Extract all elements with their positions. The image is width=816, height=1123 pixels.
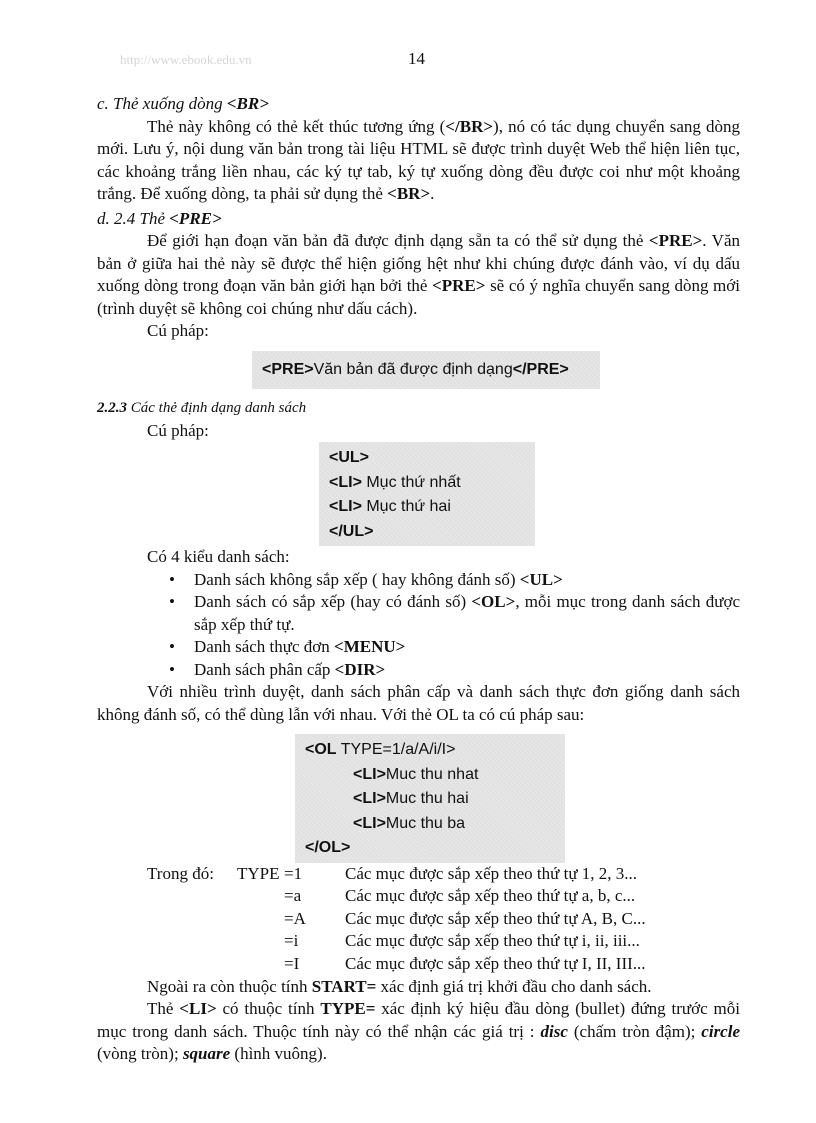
code-line: <LI> Mục thứ nhất xyxy=(329,473,461,491)
section-c-heading: c. Thẻ xuống dòng <BR> xyxy=(97,94,269,113)
list-item: • Danh sách có sắp xếp (hay có đánh số) <OL>, mỗi mục trong danh sách được sắp xếp thứ tự. xyxy=(194,591,740,636)
list-item: • Danh sách thực đơn <MENU> xyxy=(194,636,740,659)
code-line: <LI> Mục thứ hai xyxy=(329,498,451,515)
pre-tag: <PRE> xyxy=(169,208,222,228)
type-values-table xyxy=(97,863,740,976)
list-item: • Danh sách không sắp xếp ( hay không đánh số) <UL> xyxy=(194,569,740,592)
table-row: =I Các mục được sắp xếp theo thứ tự I, II, III... xyxy=(284,953,646,973)
syntax-label: Cú pháp: xyxy=(147,321,209,340)
code-line: <LI>Muc thu hai xyxy=(353,790,469,807)
table-row: =i Các mục được sắp xếp theo thứ tự i, ii, iii... xyxy=(284,931,640,950)
list-item: • Danh sách phân cấp <DIR> xyxy=(194,659,740,682)
code-line: </UL> xyxy=(329,522,374,540)
code-line: <UL> xyxy=(329,449,370,466)
ul-code-box xyxy=(319,442,535,546)
section-c-paragraph: Thẻ này không có thẻ kết thúc tương ứng (</BR>), nó có tác dụng chuyển sang dòng mới. Lưu ý, nội dung văn bản trong tài liệu HTML sẽ được trình duyệt Web thể hiện liên tục, các khoảng trắng liền nhau, các ký tự tab, ký tự xuống dòng đều được coi như một khoảng trắng. Để xuống dòng, ta phải sử dụng thẻ <BR>. xyxy=(97,116,740,203)
br-tag: <BR> xyxy=(226,94,269,113)
list-kinds xyxy=(97,569,740,682)
ol-code-box xyxy=(295,734,565,863)
ol-intro-paragraph: Với nhiều trình duyệt, danh sách phân cấp và danh sách thực đơn giống danh sách không đánh số, có thể dùng lẫn với nhau. Với thẻ OL ta có cú pháp sau: xyxy=(97,682,740,724)
type-attr: TYPE xyxy=(237,863,280,883)
watermark-url: http://www.ebook.edu.vn xyxy=(120,52,252,67)
table-row: =A Các mục được sắp xếp theo thứ tự A, B, C... xyxy=(284,908,646,928)
code-line: <OL TYPE=1/a/A/i/I> xyxy=(305,741,456,758)
section-d-paragraph: Để giới hạn đoạn văn bản đã được định dạng sẵn ta có thể sử dụng thẻ <PRE>. Văn bản ở giữa hai thẻ này sẽ được thể hiện giống hệt như khi chúng được đánh vào, ví dụ dấu xuống dòng trong đoạn văn bản giới hạn bởi thẻ <PRE> sẽ có ý nghĩa chuyển sang dòng mới (trình duyệt sẽ không coi chúng như dấu cách). xyxy=(97,231,740,318)
start-attr-paragraph: Ngoài ra còn thuộc tính START= xác định giá trị khởi đầu cho danh sách. xyxy=(147,976,652,996)
syntax-label-2: Cú pháp: xyxy=(147,420,209,440)
list-kinds-intro: Có 4 kiểu danh sách: xyxy=(147,547,290,566)
table-row: Trong đó: TYPE =1 Các mục được sắp xếp theo thứ tự 1, 2, 3... xyxy=(97,863,740,886)
li-type-paragraph: Thẻ <LI> có thuộc tính TYPE= xác định ký hiệu đầu dòng (bullet) đứng trước mỗi mục trong danh sách. Thuộc tính này có thể nhận các giá trị : disc (chấm tròn đậm); circle (vòng tròn); square (hình vuông). xyxy=(97,999,740,1063)
type-table-label: Trong đó: xyxy=(147,863,214,883)
pre-code-box: <PRE>Văn bản đã được định dạng</PRE> xyxy=(252,351,600,390)
section-223-heading: 2.2.3 Các thẻ định dạng danh sách xyxy=(97,400,307,416)
code-line: </OL> xyxy=(305,839,351,856)
table-row: =a Các mục được sắp xếp theo thứ tự a, b, c... xyxy=(284,886,636,905)
page-content xyxy=(97,91,740,1066)
code-line: <LI>Muc thu nhat xyxy=(353,765,479,783)
page-number: 14 xyxy=(408,49,425,68)
section-d-heading: d. 2.4 Thẻ <PRE> xyxy=(97,208,222,228)
code-line: <LI>Muc thu ba xyxy=(353,814,466,832)
